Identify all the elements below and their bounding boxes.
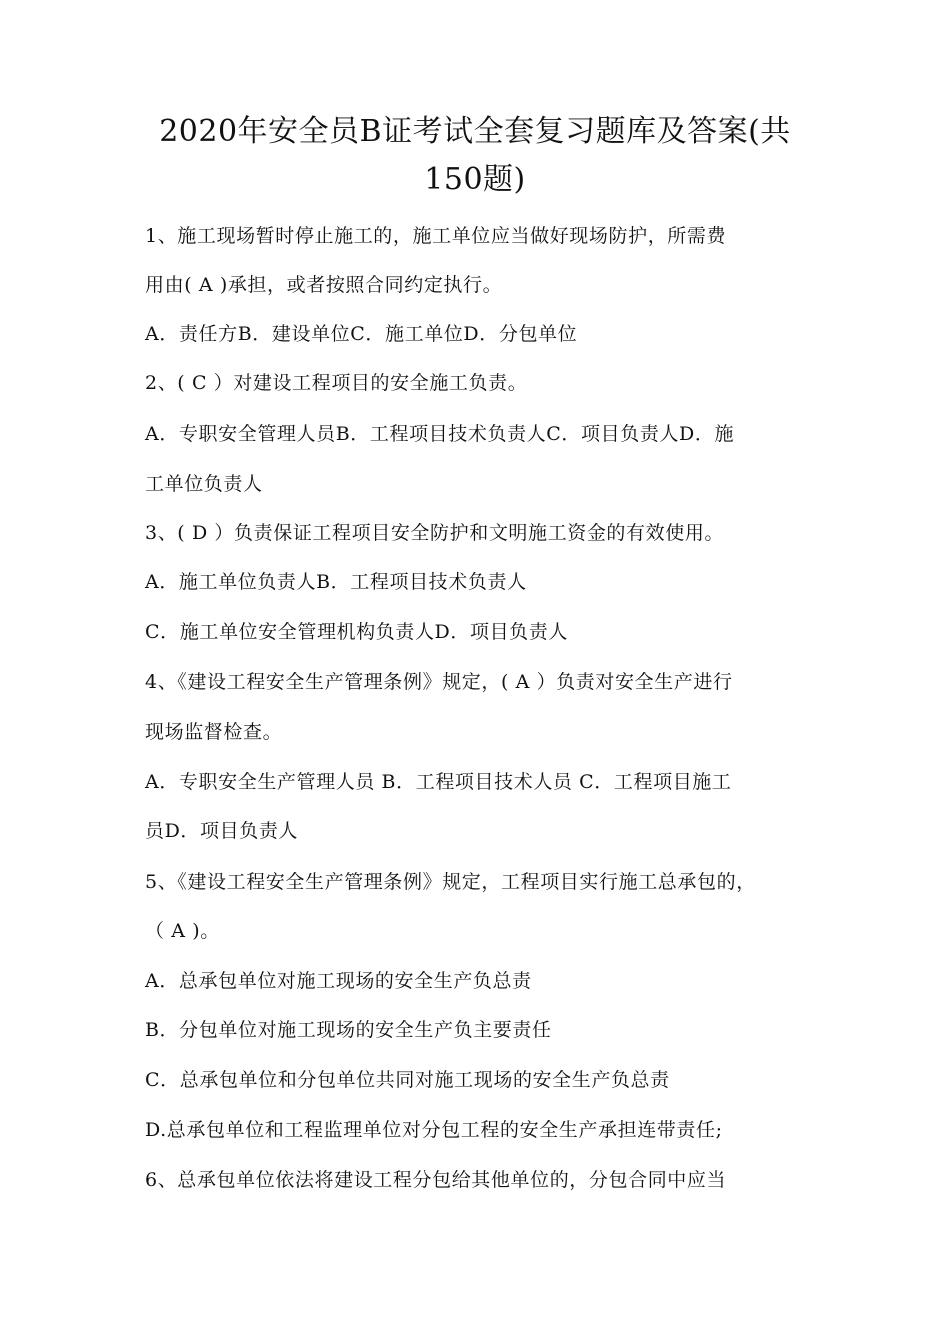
question-4-options: A．专职安全生产管理人员 B．工程项目技术人员 C．工程项目施工 (145, 771, 732, 793)
question-1-options: A．责任方B．建设单位C．施工单位D．分包单位 (145, 323, 578, 345)
question-5-option-b: B．分包单位对施工现场的安全生产负主要责任 (145, 1019, 552, 1041)
question-2-text: 2、( C ）对建设工程项目的安全施工负责。 (145, 372, 528, 394)
question-1-text-cont: 用由( A )承担，或者按照合同约定执行。 (145, 274, 503, 296)
document-title-line-2: 150题) (424, 162, 526, 197)
document-title-line-1: 2020年安全员B证考试全套复习题库及答案(共 (159, 114, 791, 149)
question-4-options-cont: 员D．项目负责人 (145, 820, 299, 842)
question-6-text: 6、总承包单位依法将建设工程分包给其他单位的，分包合同中应当 (145, 1169, 727, 1191)
question-5-text-cont: （ A )。 (145, 920, 220, 942)
question-1-text: 1、施工现场暂时停止施工的，施工单位应当做好现场防护，所需费 (145, 225, 727, 247)
question-2-options: A．专职安全管理人员B．工程项目技术负责人C．项目负责人D．施 (145, 423, 735, 445)
question-2-options-cont: 工单位负责人 (145, 473, 263, 495)
question-4-text: 4、《建设工程安全生产管理条例》规定，( A ）负责对安全生产进行 (145, 671, 733, 693)
question-5-option-c: C．总承包单位和分包单位共同对施工现场的安全生产负总责 (145, 1069, 670, 1091)
question-3-text: 3、( D ）负责保证工程项目安全防护和文明施工资金的有效使用。 (145, 522, 725, 544)
question-5-option-a: A．总承包单位对施工现场的安全生产负总责 (145, 970, 532, 992)
question-4-text-cont: 现场监督检查。 (145, 721, 283, 743)
question-3-options: A．施工单位负责人B．工程项目技术负责人 (145, 571, 527, 593)
question-5-option-d: D.总承包单位和工程监理单位对分包工程的安全生产承担连带责任; (145, 1119, 723, 1141)
question-5-text: 5、《建设工程安全生产管理条例》规定，工程项目实行施工总承包的， (145, 871, 756, 893)
question-3-options-cont: C．施工单位安全管理机构负责人D．项目负责人 (145, 621, 568, 643)
